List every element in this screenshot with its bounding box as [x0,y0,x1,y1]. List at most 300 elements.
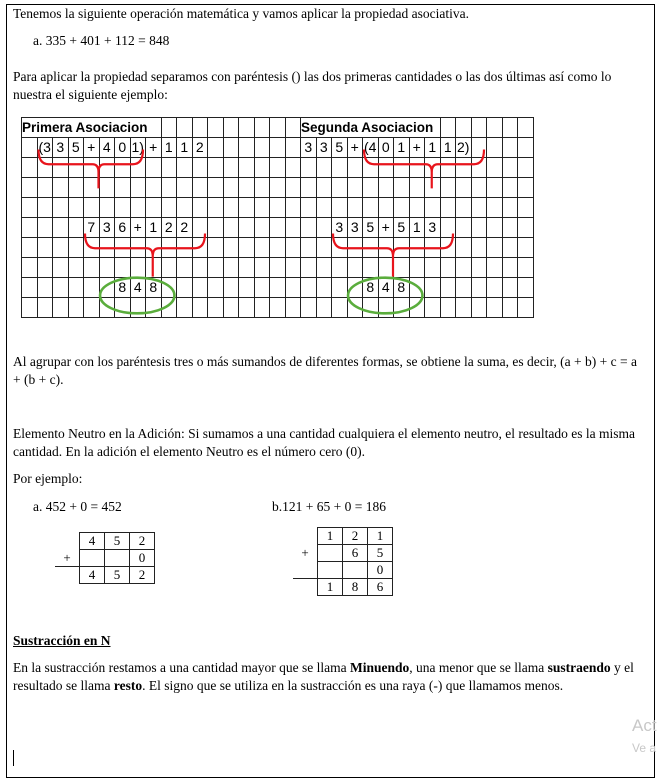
grid-cell [37,298,53,318]
grid-cell [223,138,239,158]
grid-cell [270,258,286,278]
grid-cell [68,218,84,238]
grid-cell [502,138,518,158]
grid-cell [223,238,239,258]
grid-cell [270,158,286,178]
grid-cell [68,278,84,298]
grid-cell [487,158,503,178]
grid-cell [99,258,115,278]
grid-cell [301,238,317,258]
grid-cell [440,298,456,318]
grid-cell [456,198,472,218]
grid-cell [270,118,286,138]
grid-cell [285,198,301,218]
grid-cell [285,258,301,278]
heading-sustraccion: Sustracción en N [13,633,111,648]
grid-cell [68,178,84,198]
grid-cell [84,178,100,198]
grid-cell [239,198,255,218]
grid-digit: 5 [332,138,348,158]
grid-cell [285,158,301,178]
grid-cell [208,198,224,218]
grid-cell [223,198,239,218]
grid-digit: 6 [115,218,131,238]
grid-cell [518,138,534,158]
grid-cell [177,258,193,278]
intro-text: Tenemos la siguiente operación matemática y vamos aplicar la propiedad asociativa. [13,6,470,21]
grid-cell [84,258,100,278]
grid-cell [84,198,100,218]
grid-cell [22,218,38,238]
grid-digit: 8 [115,278,131,298]
grid-cell [347,258,363,278]
grid-cell [409,158,425,178]
grid-cell [425,298,441,318]
grid-cell [223,298,239,318]
grid-digit: 0 [378,138,394,158]
grid-cell [301,278,317,298]
grid-cell [177,298,193,318]
grid-cell [53,278,69,298]
grid-cell [409,258,425,278]
grid-cell [115,258,131,278]
grid-cell [285,298,301,318]
grid-cell [518,198,534,218]
grid-cell [471,138,487,158]
grid-cell [254,218,270,238]
text-cursor[interactable] [13,750,14,766]
grid-cell [208,138,224,158]
grid-cell [192,238,208,258]
grid-digit: 2 [192,138,208,158]
grid-cell [254,298,270,318]
grid-cell [487,118,503,138]
grid-digit: 7 [84,218,100,238]
grid-cell [192,158,208,178]
grid-cell [456,238,472,258]
grid-cell [518,158,534,178]
grid-cell [223,258,239,278]
grid-cell [502,238,518,258]
grid-cell [285,118,301,138]
grid-cell [502,118,518,138]
grid-cell [425,178,441,198]
grid-cell [425,278,441,298]
grid-cell [53,258,69,278]
grid-cell [208,158,224,178]
grid-cell [161,278,177,298]
grid-digit: 1 [394,138,410,158]
grid-cell [487,298,503,318]
example-b-neutral: b.121 + 65 + 0 = 186 [272,499,386,514]
grid-cell [440,258,456,278]
grid-cell [518,298,534,318]
example-a-neutral: a. 452 + 0 = 452 [33,499,122,514]
grid-cell [68,298,84,318]
grid-cell [37,238,53,258]
plus-sign: + [55,550,80,567]
grid-cell [146,158,162,178]
grid-cell [301,218,317,238]
grid-cell [22,178,38,198]
grid-cell [471,258,487,278]
grid-cell [84,158,100,178]
grid-digit: + [146,138,162,158]
grid-cell [254,158,270,178]
grid-cell [518,118,534,138]
paragraph-neutral-element: Elemento Neutro en la Adición: Si sumamos a una cantidad cualquiera el elemento neutro, el resultado es la misma cantidad. En la adición el elemento Neutro es el número cero (0). [13,426,635,459]
grid-cell [161,118,177,138]
paragraph-parentheses: Para aplicar la propiedad separamos con paréntesis () las dos primeras cantidades o las dos últimas así como lo nuestra el siguiente ejemplo: [13,69,612,102]
grid-cell [130,198,146,218]
grid-digit: + [378,218,394,238]
grid-cell [471,198,487,218]
grid-cell [192,298,208,318]
grid-cell [347,238,363,258]
grid-cell [53,198,69,218]
plus-sign: + [293,545,318,562]
grid-cell [208,218,224,238]
grid-cell [285,218,301,238]
grid-cell [440,118,456,138]
grid-cell [440,218,456,238]
grid-cell [347,158,363,178]
grid-cell [223,278,239,298]
grid-cell [177,178,193,198]
grid-cell [53,298,69,318]
grid-cell [270,278,286,298]
grid-cell [22,238,38,258]
grid-cell [84,278,100,298]
grid-cell [37,158,53,178]
grid-cell [332,238,348,258]
grid-digit: 4 [99,138,115,158]
grid-cell [161,158,177,178]
grid-digit: 1 [177,138,193,158]
addition-table-a: 4 5 2 + 0 4 5 2 [55,532,155,584]
grid-cell [146,198,162,218]
grid-cell [192,278,208,298]
grid-cell [440,178,456,198]
grid-cell [487,238,503,258]
grid-cell [378,238,394,258]
grid-digit: + [130,218,146,238]
grid-cell [409,198,425,218]
grid-cell [487,258,503,278]
grid-digit: + [347,138,363,158]
second-association-title: Segunda Asociacion [301,118,441,138]
grid-cell [363,238,379,258]
grid-cell [239,298,255,318]
grid-cell [239,178,255,198]
grid-cell [115,298,131,318]
grid-cell [192,218,208,238]
grid-cell [409,278,425,298]
grid-cell [394,178,410,198]
grid-digit: 5 [363,218,379,238]
grid-cell [22,258,38,278]
grid-cell [192,118,208,138]
grid-cell [37,218,53,238]
grid-cell [471,118,487,138]
grid-cell [471,158,487,178]
grid-cell [487,278,503,298]
grid-digit: 3 [53,138,69,158]
grid-cell [487,198,503,218]
grid-cell [332,258,348,278]
grid-cell [239,218,255,238]
grid-cell [301,198,317,218]
grid-cell [332,158,348,178]
grid-cell [378,158,394,178]
grid-digit: 4 [130,278,146,298]
grid-cell [53,238,69,258]
grid-cell [254,238,270,258]
grid-cell [270,298,286,318]
grid-digit: 2 [161,218,177,238]
grid-cell [239,258,255,278]
grid-cell [37,278,53,298]
grid-digit: (4 [363,138,379,158]
grid-cell [161,198,177,218]
grid-cell [254,198,270,218]
grid-cell [440,278,456,298]
grid-cell [161,258,177,278]
grid-cell [99,278,115,298]
grid-cell [223,178,239,198]
grid-cell [316,238,332,258]
grid-digit: 1 [409,218,425,238]
por-ejemplo-label: Por ejemplo: [13,471,83,486]
grid-cell [22,158,38,178]
grid-digit: 3 [425,218,441,238]
grid-cell [425,238,441,258]
activation-watermark-hint: Ve a [632,741,657,755]
grid-cell [22,278,38,298]
grid-digit: + [409,138,425,158]
grid-cell [68,258,84,278]
grid-cell [208,238,224,258]
activation-watermark-title: Act [632,716,657,735]
grid-cell [440,198,456,218]
grid-cell [301,298,317,318]
grid-cell [53,158,69,178]
grid-cell [192,198,208,218]
grid-cell [332,278,348,298]
grid-cell [487,178,503,198]
grid-cell [239,278,255,298]
grid-digit: 3 [99,218,115,238]
grid-cell [301,178,317,198]
grid-cell [161,238,177,258]
paragraph-sustraccion: En la sustracción restamos a una cantidad mayor que se llama Minuendo, una menor que se llama sustraendo y el resultado se llama resto. El signo que se utiliza en la sustracción es una raya (-) que llamamos menos. [13,660,634,693]
grid-cell [502,158,518,178]
grid-cell [223,218,239,238]
grid-cell [270,138,286,158]
grid-cell [239,118,255,138]
grid-cell [130,158,146,178]
grid-cell [37,198,53,218]
grid-digit: 5 [68,138,84,158]
grid-cell [471,218,487,238]
example-a-operation: a. 335 + 401 + 112 = 848 [33,33,170,48]
grid-digit: 3 [332,218,348,238]
grid-cell [99,178,115,198]
grid-cell [409,298,425,318]
grid-cell [363,178,379,198]
grid-cell [394,258,410,278]
grid-cell [487,218,503,238]
grid-cell [99,158,115,178]
grid-cell [208,258,224,278]
grid-cell [378,298,394,318]
grid-cell [115,158,131,178]
grid-cell [471,298,487,318]
grid-cell [177,158,193,178]
grid-cell [22,298,38,318]
grid-cell [53,178,69,198]
grid-cell [208,278,224,298]
grid-cell [425,198,441,218]
grid-cell [99,198,115,218]
grid-cell [146,298,162,318]
grid-digit: 2 [177,218,193,238]
grid-cell [115,178,131,198]
grid-cell [285,278,301,298]
grid-cell [363,158,379,178]
grid-digit: 8 [394,278,410,298]
grid-cell [456,278,472,298]
grid-cell [37,178,53,198]
grid-cell [146,178,162,198]
grid-cell [456,298,472,318]
grid-cell [208,178,224,198]
grid-cell [502,218,518,238]
grid-digit: + [84,138,100,158]
grid-cell [440,158,456,178]
grid-cell [471,178,487,198]
grid-cell [332,198,348,218]
grid-cell [316,218,332,238]
grid-cell [84,238,100,258]
grid-cell [99,298,115,318]
grid-cell [254,278,270,298]
grid-cell [239,238,255,258]
grid-cell [254,138,270,158]
grid-cell [502,178,518,198]
addition-table-b: 1 2 1 + 6 5 0 1 8 6 [293,527,393,596]
grid-cell [487,138,503,158]
grid-cell [177,238,193,258]
grid-cell [285,138,301,158]
grid-cell [301,258,317,278]
grid-cell [99,238,115,258]
grid-cell [316,178,332,198]
grid-digit: 4 [378,278,394,298]
grid-cell [378,258,394,278]
grid-cell [347,178,363,198]
grid-cell [68,238,84,258]
grid-cell [456,158,472,178]
grid-cell [425,258,441,278]
grid-digit: 8 [363,278,379,298]
grid-digit: 1 [425,138,441,158]
grid-cell [518,258,534,278]
grid-cell [177,278,193,298]
grid-digit: (3 [37,138,53,158]
grid-cell [332,298,348,318]
grid-cell [270,218,286,238]
grid-cell [378,198,394,218]
grid-cell [53,218,69,238]
grid-cell [239,138,255,158]
grid-cell [456,118,472,138]
grid-cell [456,258,472,278]
grid-cell [68,158,84,178]
grid-cell [239,158,255,178]
grid-cell [471,278,487,298]
grid-cell [254,178,270,198]
grid-cell [285,178,301,198]
grid-cell [394,298,410,318]
grid-digit: 1 [146,218,162,238]
grid-cell [177,118,193,138]
grid-cell [254,118,270,138]
grid-cell [254,258,270,278]
grid-cell [502,278,518,298]
grid-cell [518,238,534,258]
grid-cell [409,238,425,258]
grid-cell [518,278,534,298]
grid-cell [394,158,410,178]
grid-cell [502,198,518,218]
grid-cell [270,178,286,198]
grid-cell [115,238,131,258]
grid-cell [394,238,410,258]
grid-cell [347,198,363,218]
grid-cell [270,198,286,218]
document-page [6,4,655,778]
grid-cell [161,298,177,318]
grid-cell [22,138,38,158]
grid-cell [130,298,146,318]
grid-digit: 3 [316,138,332,158]
grid-cell [223,158,239,178]
grid-cell [130,178,146,198]
grid-digit: 8 [146,278,162,298]
grid-digit: 5 [394,218,410,238]
grid-cell [208,298,224,318]
grid-cell [316,298,332,318]
grid-cell [502,298,518,318]
grid-cell [363,198,379,218]
grid-cell [440,238,456,258]
grid-cell [332,178,348,198]
grid-cell [316,278,332,298]
paragraph-associative: Al agrupar con los paréntesis tres o más sumandos de diferentes formas, se obtiene la suma, es decir, (a + b) + c = a + (b + c). [13,354,637,387]
grid-digit: 1) [130,138,146,158]
grid-cell [192,258,208,278]
grid-cell [471,238,487,258]
grid-cell [146,238,162,258]
grid-cell [285,238,301,258]
grid-cell [146,258,162,278]
grid-cell [394,198,410,218]
grid-cell [270,238,286,258]
grid-cell [192,178,208,198]
grid-cell [115,198,131,218]
grid-cell [130,238,146,258]
